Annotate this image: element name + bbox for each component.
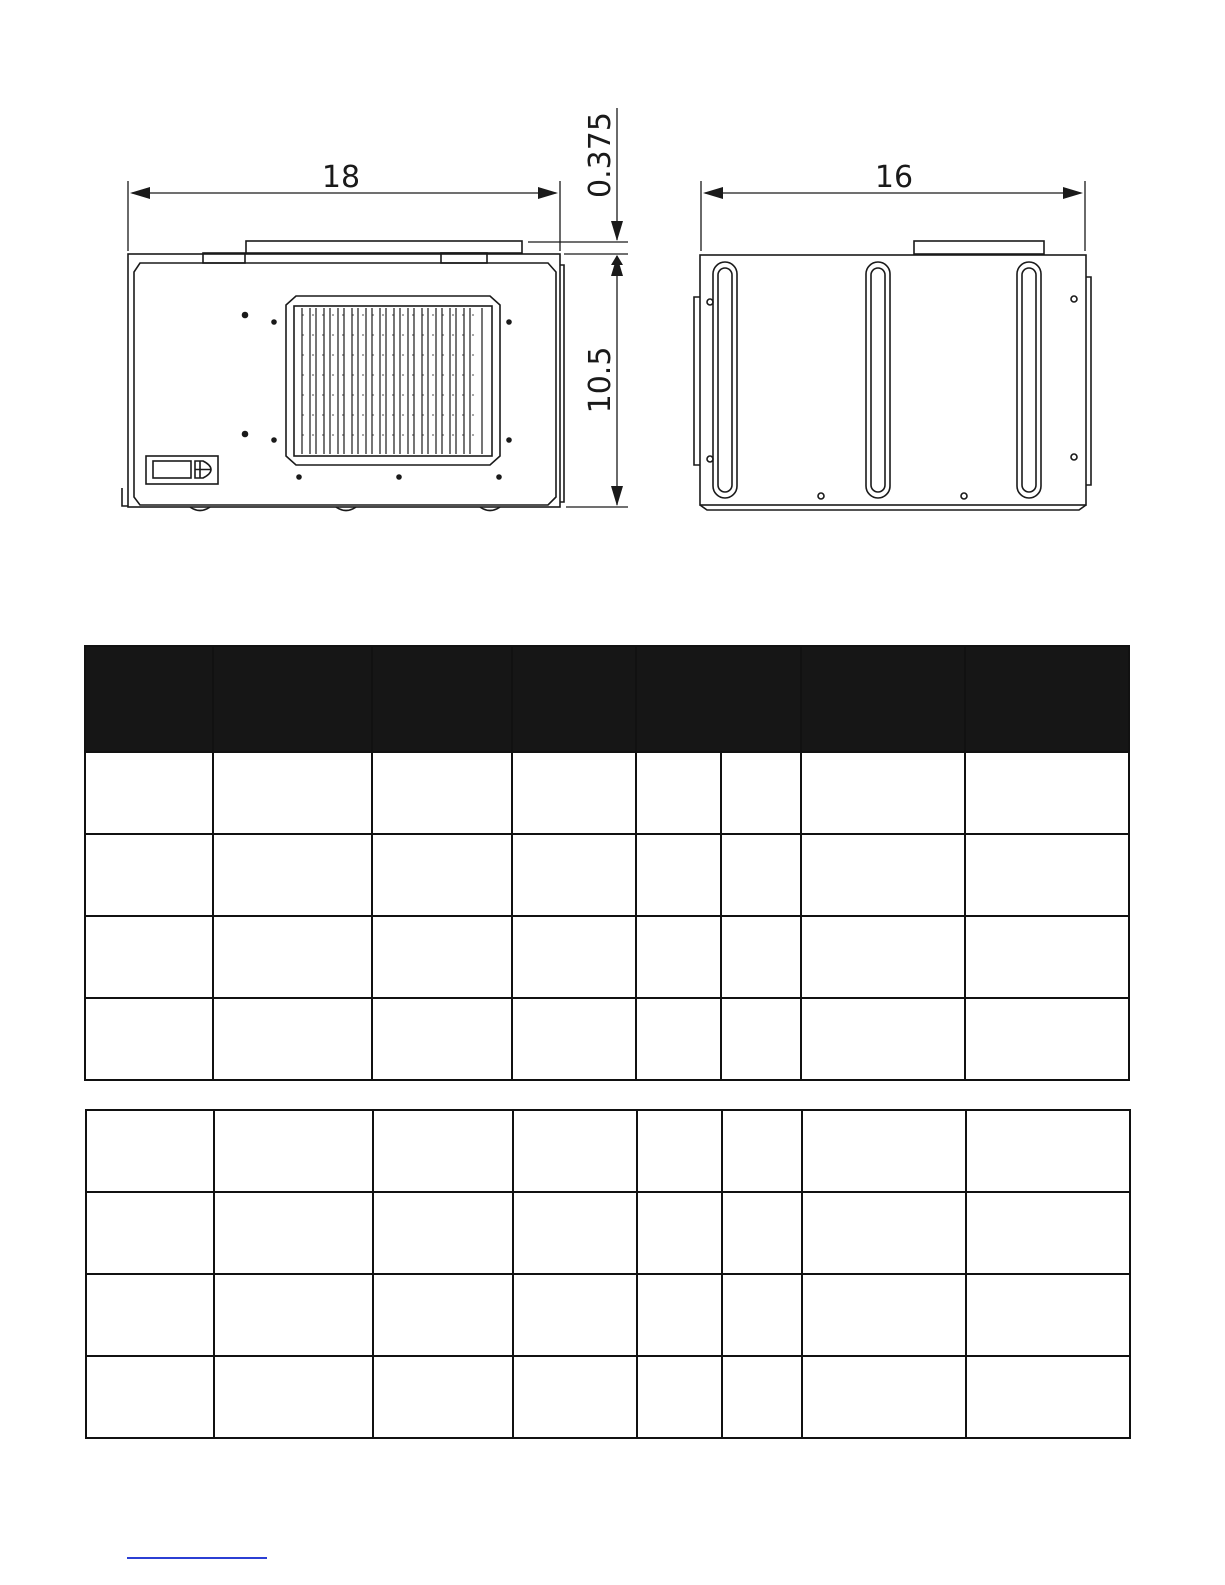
table-cell [214, 1356, 373, 1438]
table-cell [214, 1192, 373, 1274]
spec-table-top [84, 645, 1130, 1081]
table-cell [513, 1356, 637, 1438]
table-cell [801, 916, 965, 998]
table-cell [513, 1274, 637, 1356]
table-row [85, 752, 1129, 834]
table-cell [213, 834, 372, 916]
width-dimension-label: 18 [321, 160, 361, 195]
table-cell [214, 1274, 373, 1356]
dimension-drawing [0, 0, 1225, 600]
table-cell [512, 752, 636, 834]
table-cell [722, 1274, 802, 1356]
table-cell [721, 998, 801, 1080]
table-cell [213, 752, 372, 834]
table-cell [801, 998, 965, 1080]
table-row [85, 834, 1129, 916]
table-cell [637, 1192, 722, 1274]
table-cell [86, 1110, 214, 1192]
table-cell [801, 834, 965, 916]
table-cell [373, 1192, 513, 1274]
table-cell [636, 916, 721, 998]
table-cell [372, 998, 512, 1080]
flange-dimension-label: 0.375 [583, 112, 618, 198]
table-cell [637, 1110, 722, 1192]
table-cell [372, 916, 512, 998]
header-cell [965, 646, 1129, 752]
table-cell [513, 1110, 637, 1192]
dimension-arrows [130, 187, 1083, 506]
table-cell [721, 834, 801, 916]
table-cell [636, 752, 721, 834]
table-cell [373, 1110, 513, 1192]
table-cell [373, 1274, 513, 1356]
table-cell [86, 1192, 214, 1274]
table-cell [86, 1356, 214, 1438]
depth-dimension-label: 16 [874, 160, 914, 195]
table-cell [965, 916, 1129, 998]
header-cell [85, 646, 213, 752]
table-cell [636, 998, 721, 1080]
table-cell [213, 998, 372, 1080]
side-view [694, 241, 1091, 510]
table-cell [213, 916, 372, 998]
table-cell [966, 1356, 1130, 1438]
table-cell [802, 1110, 966, 1192]
header-cell [801, 646, 965, 752]
table-row [86, 1274, 1130, 1356]
front-view [122, 241, 564, 511]
table-row [85, 916, 1129, 998]
table-cell [85, 834, 213, 916]
table-cell [372, 834, 512, 916]
table-row [86, 1356, 1130, 1438]
table-cell [802, 1356, 966, 1438]
table-cell [372, 752, 512, 834]
table-cell [512, 834, 636, 916]
table-cell [86, 1274, 214, 1356]
header-cell [213, 646, 372, 752]
table-cell [966, 1274, 1130, 1356]
table-cell [965, 834, 1129, 916]
header-cell [636, 646, 801, 752]
table-cell [85, 916, 213, 998]
spec-table-bottom [85, 1109, 1131, 1439]
table-cell [513, 1192, 637, 1274]
table-cell [85, 752, 213, 834]
table-cell [373, 1356, 513, 1438]
table-header-row [85, 646, 1129, 752]
table-cell [637, 1356, 722, 1438]
table-cell [722, 1192, 802, 1274]
table-cell [214, 1110, 373, 1192]
table-row [86, 1192, 1130, 1274]
table-cell [637, 1274, 722, 1356]
table-cell [85, 998, 213, 1080]
table-row [85, 998, 1129, 1080]
table-cell [722, 1110, 802, 1192]
table-cell [965, 998, 1129, 1080]
table-cell [636, 834, 721, 916]
table-cell [801, 752, 965, 834]
table-cell [966, 1110, 1130, 1192]
height-dimension-label: 10.5 [583, 346, 618, 414]
table-cell [722, 1356, 802, 1438]
table-cell [802, 1192, 966, 1274]
table-row [86, 1110, 1130, 1192]
table-cell [512, 916, 636, 998]
table-cell [512, 998, 636, 1080]
table-cell [721, 752, 801, 834]
header-cell [512, 646, 636, 752]
header-cell [372, 646, 512, 752]
table-cell [965, 752, 1129, 834]
footer-link-underline[interactable] [127, 1557, 267, 1559]
table-cell [966, 1192, 1130, 1274]
table-cell [802, 1274, 966, 1356]
table-cell [721, 916, 801, 998]
